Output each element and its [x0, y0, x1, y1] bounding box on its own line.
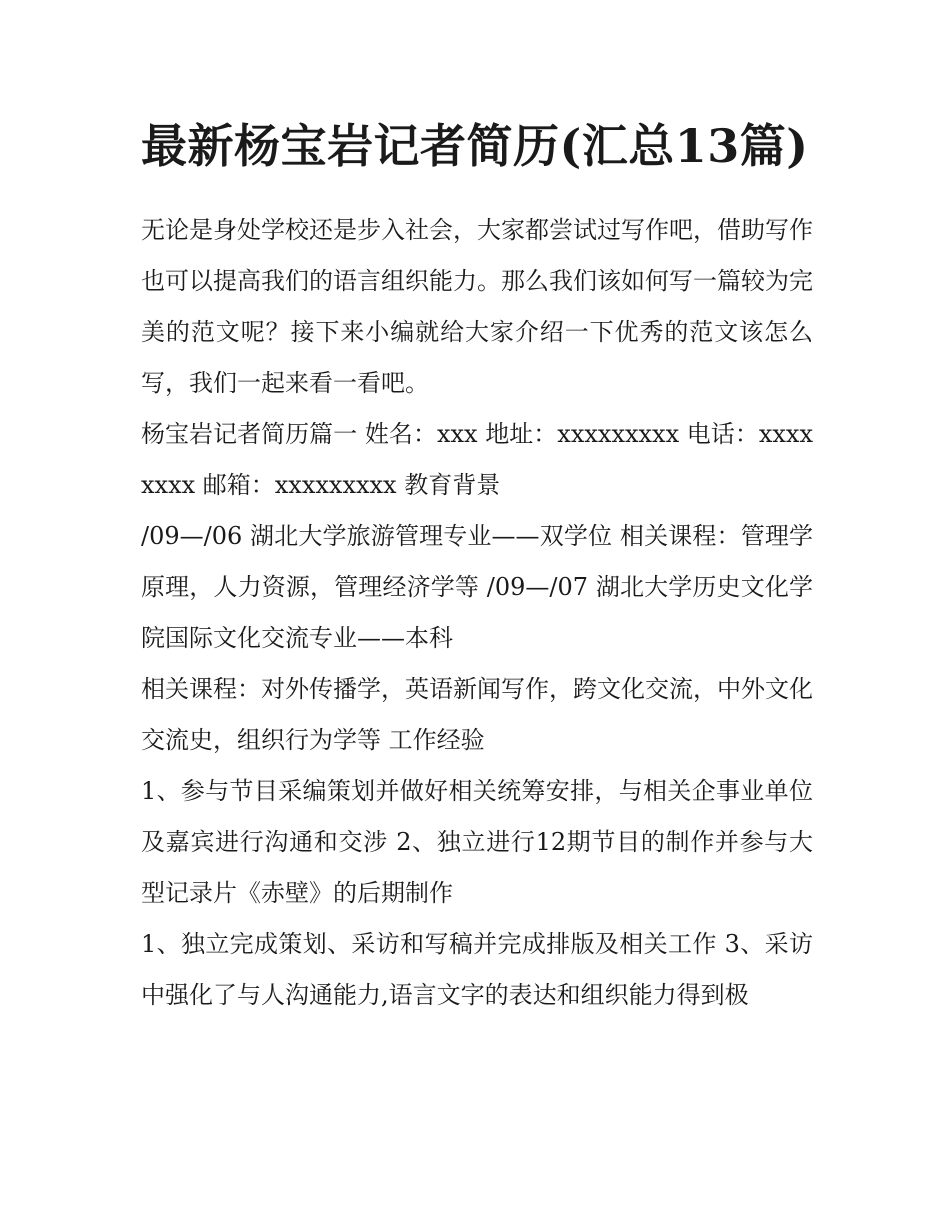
experience-paragraph-1: 1、参与节目采编策划并做好相关统筹安排，与相关企事业单位及嘉宾进行沟通和交涉 2、独立进行12期节目的制作并参与大型记录片《赤壁》的后期制作 — [141, 777, 813, 907]
experience-paragraph-2: 1、独立完成策划、采访和写稿并完成排版及相关工作 3、采访中强化了与人沟通能力,语言文字的表达和组织能力得到极 — [141, 930, 813, 1009]
courses-paragraph: 相关课程：对外传播学，英语新闻写作，跨文化交流，中外文化交流史，组织行为学等 工作经验 — [141, 675, 813, 754]
document-page — [141, 112, 813, 1021]
document-title: 最新杨宝岩记者简历(汇总13篇) — [141, 119, 809, 173]
education-paragraph: /09—/06 湖北大学旅游管理专业——双学位 相关课程：管理学原理，人力资源，管理经济学等 /09—/07 湖北大学历史文化学院国际文化交流专业——本科 — [141, 522, 813, 652]
personal-info-paragraph: 杨宝岩记者简历篇一 姓名：xxx 地址：xxxxxxxxx 电话：xxxxxxxx 邮箱：xxxxxxxxx 教育背景 — [141, 420, 813, 499]
intro-paragraph: 无论是身处学校还是步入社会，大家都尝试过写作吧，借助写作也可以提高我们的语言组织能力。那么我们该如何写一篇较为完美的范文呢？接下来小编就给大家介绍一下优秀的范文该怎么写，我们一起来看一看吧。 — [141, 216, 813, 397]
